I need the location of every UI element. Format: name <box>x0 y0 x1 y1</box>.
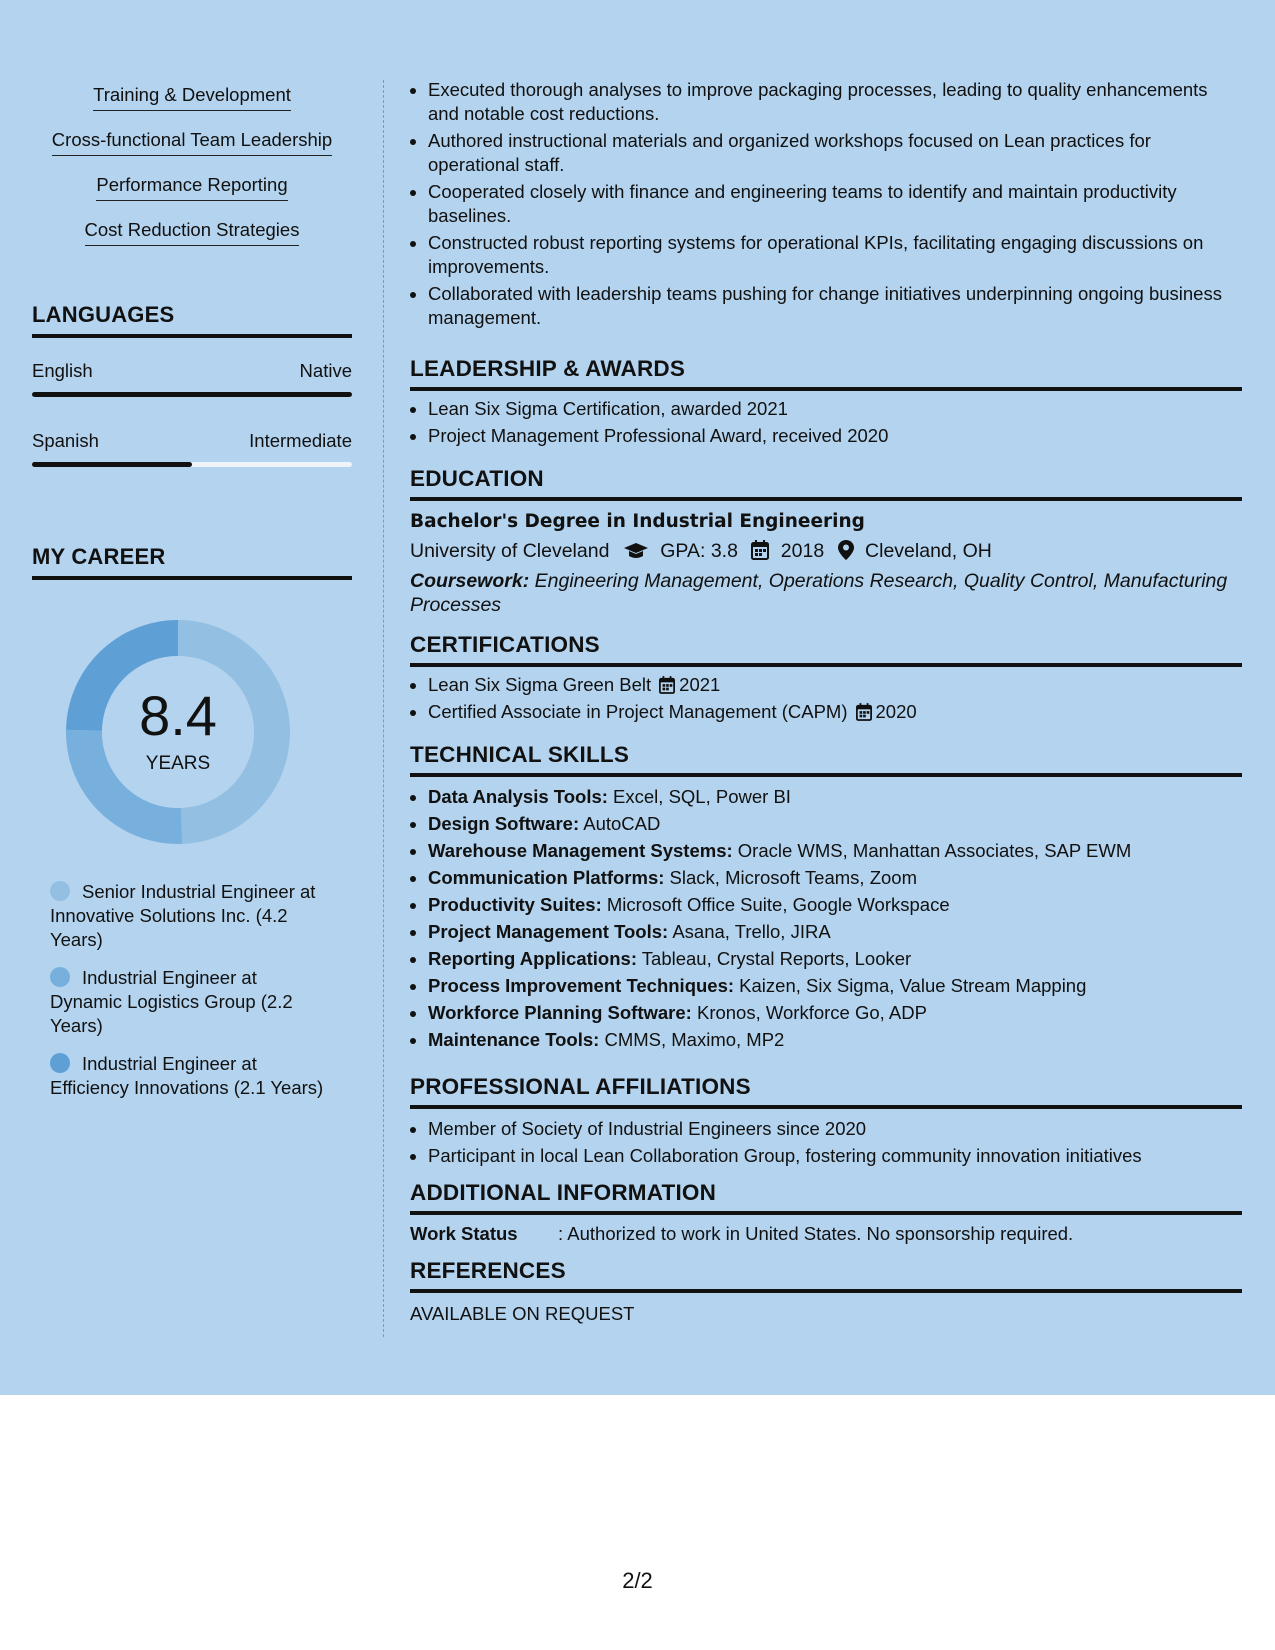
skill-tag: Cross-functional Team Leadership <box>32 129 352 155</box>
experience-bullet: • Collaborated with leadership teams pushing for change initiatives underpinning ongoing business management. <box>428 282 1242 330</box>
technical-skill: • Workforce Planning Software: Kronos, Workforce Go, ADP <box>428 1001 1242 1025</box>
career-legend-item: Industrial Engineer at Dynamic Logistics Group (2.2 Years) <box>50 967 293 1036</box>
language-bar-fill <box>32 462 192 467</box>
language-level: Intermediate <box>249 430 352 451</box>
education-title: EDUCATION <box>410 466 1242 501</box>
technical-skill: • Maintenance Tools: CMMS, Maximo, MP2 <box>428 1028 1242 1052</box>
skill-tag: Cost Reduction Strategies <box>32 219 352 245</box>
award-item: • Lean Six Sigma Certification, awarded 2021 <box>428 397 1242 421</box>
coursework-list: Engineering Management, Operations Research, Quality Control, Manufacturing Processes <box>410 570 1228 616</box>
career-section <box>32 544 352 580</box>
additional-info-section <box>410 1180 1242 1245</box>
page-number: 2/2 <box>622 1568 653 1593</box>
experience-bullet: • Authored instructional materials and organized workshops focused on Lean practices for operational staff. <box>428 129 1242 177</box>
experience-bullet: • Executed thorough analyses to improve packaging processes, leading to quality enhancements and notable cost reductions. <box>428 78 1242 126</box>
column-divider <box>383 80 384 1337</box>
technical-skills-title: TECHNICAL SKILLS <box>410 742 1242 777</box>
education-section <box>410 466 1242 617</box>
affiliation-item: • Participant in local Lean Collaboration Group, fostering community innovation initiatives <box>428 1144 1242 1168</box>
additional-info-title: ADDITIONAL INFORMATION <box>410 1180 1242 1215</box>
technical-skill: • Communication Platforms: Slack, Microsoft Teams, Zoom <box>428 866 1242 890</box>
language-bar <box>32 462 352 467</box>
affiliations-title: PROFESSIONAL AFFILIATIONS <box>410 1074 1242 1109</box>
award-item: • Project Management Professional Award, received 2020 <box>428 424 1242 448</box>
certifications-section <box>410 632 1242 727</box>
references-text: AVAILABLE ON REQUEST <box>410 1303 635 1324</box>
graduation-cap-icon <box>623 542 649 560</box>
experience-bullet: • Constructed robust reporting systems for operational KPIs, facilitating engaging discussions on improvements. <box>428 231 1242 279</box>
certifications-title: CERTIFICATIONS <box>410 632 1242 667</box>
location: Cleveland, OH <box>865 540 992 562</box>
work-status-value: : Authorized to work in United States. No sponsorship required. <box>558 1223 1074 1244</box>
career-legend-item: Industrial Engineer at Efficiency Innovations (2.1 Years) <box>50 1053 324 1098</box>
language-name: English <box>32 360 93 381</box>
left-column <box>32 84 352 1098</box>
career-legend <box>50 880 330 1114</box>
references-section <box>410 1258 1242 1325</box>
gpa: GPA: 3.8 <box>660 540 738 562</box>
experience-bullet: • Cooperated closely with finance and engineering teams to identify and maintain productivity baselines. <box>428 180 1242 228</box>
affiliation-item: • Member of Society of Industrial Engineers since 2020 <box>428 1117 1242 1141</box>
career-legend-item: Senior Industrial Engineer at Innovative Solutions Inc. (4.2 Years) <box>50 881 316 950</box>
language-level: Native <box>299 360 352 381</box>
legend-dot <box>50 1053 70 1073</box>
technical-skill: • Warehouse Management Systems: Oracle WMS, Manhattan Associates, SAP EWM <box>428 839 1242 863</box>
languages-title: LANGUAGES <box>32 302 352 338</box>
work-status-label: Work Status <box>410 1223 518 1244</box>
affiliations-section <box>410 1074 1242 1171</box>
references-title: REFERENCES <box>410 1258 1242 1293</box>
coursework-label: Coursework: <box>410 570 530 592</box>
legend-dot <box>50 967 70 987</box>
legend-dot <box>50 881 70 901</box>
right-column <box>410 78 1242 1324</box>
technical-skill: • Project Management Tools: Asana, Trello, JIRA <box>428 920 1242 944</box>
career-total-unit: YEARS <box>145 753 211 774</box>
technical-skill: • Design Software: AutoCAD <box>428 812 1242 836</box>
coursework <box>410 569 1242 617</box>
career-total-years: 8.4 <box>139 684 217 747</box>
technical-skill: • Reporting Applications: Tableau, Crystal Reports, Looker <box>428 947 1242 971</box>
technical-skill: • Productivity Suites: Microsoft Office Suite, Google Workspace <box>428 893 1242 917</box>
calendar-icon <box>659 676 675 694</box>
leadership-title: LEADERSHIP & AWARDS <box>410 356 1242 391</box>
education-meta <box>410 540 1242 563</box>
language-bar-fill <box>32 392 352 397</box>
work-status-row <box>410 1223 1242 1245</box>
language-bar <box>32 392 352 397</box>
graduation-year: 2018 <box>780 540 825 562</box>
language-name: Spanish <box>32 430 99 451</box>
calendar-icon <box>751 540 769 560</box>
career-title: MY CAREER <box>32 544 352 580</box>
skill-tags <box>32 84 352 245</box>
skill-tag: Training & Development <box>32 84 352 110</box>
location-pin-icon <box>838 540 854 560</box>
degree: Bachelor's Degree in Industrial Engineering <box>410 511 865 532</box>
technical-skill: • Data Analysis Tools: Excel, SQL, Power BI <box>428 785 1242 809</box>
experience-bullets <box>410 78 1242 330</box>
school: University of Cleveland <box>410 540 610 562</box>
languages-section <box>32 302 352 338</box>
skill-tag: Performance Reporting <box>32 174 352 200</box>
certification-item: • Lean Six Sigma Green Belt 2021 <box>428 673 1242 697</box>
leadership-section <box>410 356 1242 451</box>
technical-skills-section <box>410 742 1242 1055</box>
technical-skill: • Process Improvement Techniques: Kaizen, Six Sigma, Value Stream Mapping <box>428 974 1242 998</box>
calendar-icon <box>856 703 872 721</box>
certification-item: • Certified Associate in Project Management (CAPM) 2020 <box>428 700 1242 724</box>
